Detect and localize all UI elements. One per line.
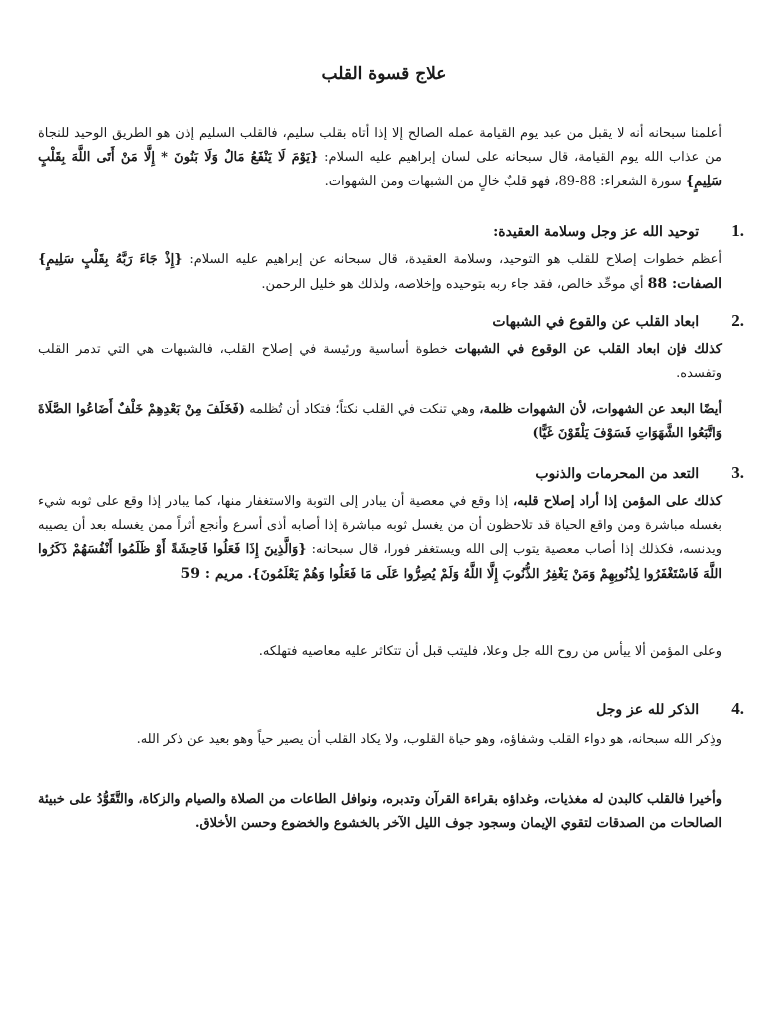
section-1-quote: {إِذْ جَاءَ رَبَّهُ بِقَلْبٍ سَلِيمٍ} xyxy=(38,252,183,267)
section-2-quote: (فَخَلَفَ مِنْ بَعْدِهِمْ خَلْفٌ أَضَاعُوا الصَّلَاةَ وَاتَّبَعُوا الشَّهَوَاتِ فَسَوْفَ يَلْقَوْنَ غَيًّا) xyxy=(38,402,722,441)
section-2-lead-2: أيضًا البعد عن الشهوات، لأن الشهوات ظلمة، xyxy=(479,402,723,417)
section-3-heading xyxy=(44,462,744,485)
intro-quran-quote: {يَوْمَ لَا يَنْفَعُ مَالٌ وَلَا بَنُونَ * إِلَّا مَنْ أَتَى اللَّهَ بِقَلْبٍ سَلِيمٍ} xyxy=(38,150,722,189)
section-1-paragraph xyxy=(38,248,722,297)
section-3-reference: مريم : 59 xyxy=(180,566,244,582)
section-1-reference: الصفات: 88 xyxy=(647,276,722,292)
section-3-number: .3 xyxy=(731,463,744,482)
section-4-title: الذكر لله عز وجل xyxy=(596,702,700,718)
intro-line-1: أعلمنا سبحانه أنه لا يقبل من عبد يوم القيامة عمله الصالح إلا إذا أتاه بقلب سليم، فالقلب السليم إذن هو الطريق xyxy=(112,126,722,141)
section-1-title: توحيد الله عز وجل وسلامة العقيدة: xyxy=(493,224,700,240)
section-2-text: خطوة أساسية ورئيسة في إصلاح القلب، فالشبهات هي التي تدمر القلب وتفسده. xyxy=(38,342,722,381)
intro-line-4: سورة الشعراء: 88-89، فهو قلبٌ خالٍ من الشبهات ومن الشهوات. xyxy=(324,174,682,189)
document-title: علاج قسوة القلب xyxy=(321,64,447,84)
closing-paragraph: وأخيرا فالقلب كالبدن له مغذيات، وغداؤه بقراءة القرآن وتدبره، ونوافل الطاعات من الصلاة والصيام والزكاة، والتَّقَوُّدُ على خبيئة الصالحات من الصدقات لتقوي الإيمان وسجود جوف الليل الآخر بالخشوع والخضوع وحسن الأخلاق. xyxy=(38,792,722,831)
section-2-number: .2 xyxy=(731,311,744,330)
section-2-text-2: وهي تنكت في القلب نكتاً؛ فتكاد أن تُظلمه xyxy=(249,402,475,417)
section-4-paragraph xyxy=(38,728,722,752)
intro-paragraph xyxy=(38,122,722,194)
section-4-heading xyxy=(44,698,744,721)
section-4-text: وذِكر الله سبحانه، هو دواء القلب وشفاؤه، وهو حياة القلوب، ولا يكاد القلب أن يصير حياً وهو بعيد عن ذكر الله. xyxy=(136,732,722,747)
section-2-title: ابعاد القلب عن والقوع في الشبهات xyxy=(492,314,700,330)
section-3-quote: {وَالَّذِينَ إِذَا فَعَلُوا فَاحِشَةً أَوْ ظَلَمُوا أَنْفُسَهُمْ ذَكَرُوا اللَّهَ فَاسْتَغْفَرُوا لِذُنُوبِهِمْ وَمَنْ يَغْفِرُ الذُّنُوبَ إِلَّا اللَّهُ وَلَمْ يُصِرُّوا عَلَى مَا فَعَلُوا وَهُمْ يَعْلَمُونَ}. xyxy=(38,542,722,582)
section-1-number: .1 xyxy=(731,221,744,240)
section-2-paragraph-2 xyxy=(38,398,722,446)
section-3-lead: كذلك على المؤمن إذا أراد إصلاح قلبه، xyxy=(512,494,722,509)
section-3-paragraph-2 xyxy=(38,640,722,664)
section-1-heading xyxy=(44,220,744,243)
section-1-text: أعظم خطوات إصلاح للقلب هو التوحيد، وسلامة العقيدة، قال سبحانه عن إبراهيم عليه السلام: xyxy=(189,252,722,267)
section-3-text-2: وعلى المؤمن ألا ييأس من روح الله جل وعلا، فليتب قبل أن تتكاثر عليه معاصيه فتهلكه. xyxy=(258,644,722,659)
intro-line-2: الوحيد للنجاة من عذاب الله يوم القيامة، قال سبحانه على لسان إبراهيم عليه السلام: xyxy=(38,126,722,165)
section-3-title: التعد من المحرمات والذنوب xyxy=(535,466,700,482)
section-2-heading xyxy=(44,310,744,333)
section-2-lead: كذلك فإن ابعاد القلب عن الوقوع في الشبهات xyxy=(454,342,722,357)
section-4-number: .4 xyxy=(731,699,744,718)
section-3-text: إذا وقع في معصية أن يبادر إلى التوبة والاستغفار منها، كما يبادر إذا وقع على ثوبه شيء بغسله مباشرة ومن واقع الحياة قد تلاحظون أن من يغسل ثوبه مباشرة إذا أصابه أذى أسرع وأنجع أثراً ممن يغسله بعد أن يصيبه ويدنسه، فكذلك إذا أصاب معصية يتوب إلى الله ويستغفر فورا، قال سبحانه: xyxy=(38,494,722,557)
section-1-text-end: أي موحِّد خالص، فقد جاء ربه بتوحيده وإخلاصه، ولذلك هو خليل الرحمن. xyxy=(261,277,644,292)
section-2-paragraph-1 xyxy=(38,338,722,386)
section-3-paragraph-1 xyxy=(38,490,722,587)
